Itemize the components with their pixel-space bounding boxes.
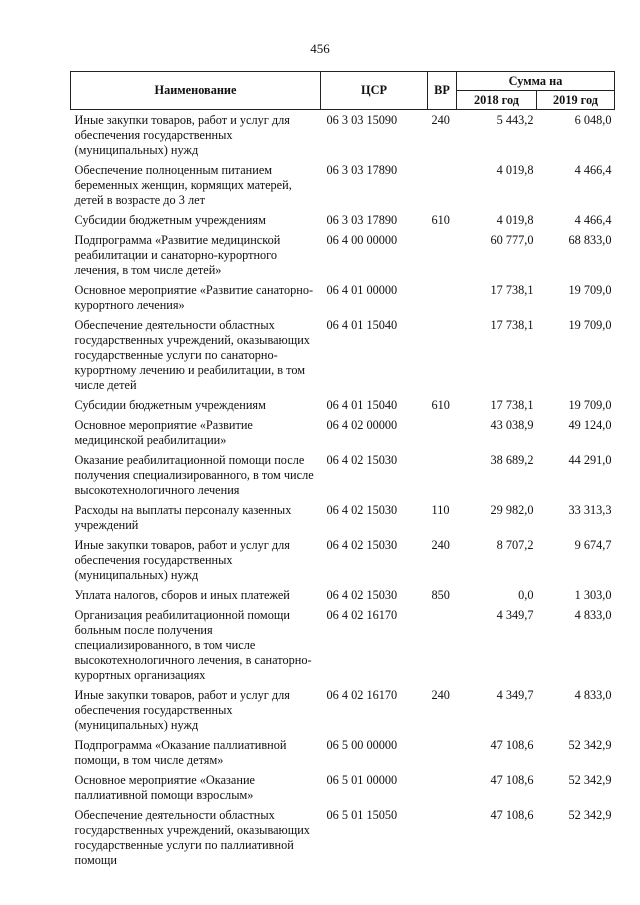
cell-sum-2018: 4 019,8: [496, 163, 534, 177]
cell-sum-2019: 44 291,0: [568, 453, 612, 467]
cell-vr: 610: [431, 398, 450, 412]
cell-name: Субсидии бюджетным учреждениям: [74, 398, 266, 412]
cell-csr: 06 5 01 15050: [326, 808, 398, 822]
cell-sum-2019: 4 833,0: [574, 608, 612, 622]
cell-sum-2018: 5 443,2: [496, 113, 534, 127]
cell-sum-2018: 17 738,1: [490, 283, 534, 297]
table-row: [71, 393, 615, 413]
cell-sum-2018: 47 108,6: [490, 738, 534, 752]
cell-name: Подпрограмма «Развитие медицинской реабилитации и санаторно-курортного лечения, в том числе детей»: [74, 233, 281, 277]
page-number: 456: [310, 41, 330, 56]
cell-sum-2018: 4 349,7: [496, 688, 534, 702]
cell-name: Субсидии бюджетным учреждениям: [74, 213, 266, 227]
cell-vr: 610: [431, 213, 450, 227]
table-row: [71, 733, 615, 768]
cell-sum-2018: 0,0: [518, 588, 534, 602]
cell-vr: [428, 158, 457, 208]
table-row: [71, 208, 615, 228]
cell-csr: 06 4 01 00000: [326, 283, 398, 297]
cell-csr: 06 3 03 17890: [326, 213, 398, 227]
cell-sum-2019: 6 048,0: [574, 113, 612, 127]
cell-sum-2018: 4 019,8: [496, 213, 534, 227]
cell-vr: [428, 278, 457, 313]
cell-vr: [428, 603, 457, 683]
cell-sum-2019: 19 709,0: [568, 318, 612, 332]
header-year-2018: 2018 год: [457, 91, 537, 110]
cell-csr: 06 4 02 15030: [326, 538, 398, 552]
cell-sum-2019: 9 674,7: [574, 538, 612, 552]
cell-vr: 240: [431, 538, 450, 552]
table-row: [71, 110, 615, 159]
cell-sum-2018: 60 777,0: [490, 233, 534, 247]
cell-sum-2018: 47 108,6: [490, 773, 534, 787]
cell-name: Организация реабилитационной помощи больным после получения специализированного, в том числе высокотехнологичного лечения, в санаторно-курортных организациях: [74, 608, 312, 682]
table-body: [71, 110, 615, 869]
cell-csr: 06 4 00 00000: [326, 233, 398, 247]
cell-sum-2019: 4 833,0: [574, 688, 612, 702]
cell-vr: [428, 413, 457, 448]
cell-name: Оказание реабилитационной помощи после получения специализированного, в том числе высокотехнологичного лечения: [74, 453, 314, 497]
cell-vr: [428, 733, 457, 768]
cell-vr: [428, 313, 457, 393]
header-csr: ЦСР: [321, 72, 428, 110]
cell-name: Иные закупки товаров, работ и услуг для обеспечения государственных (муниципальных) нужд: [74, 688, 290, 732]
cell-sum-2019: 19 709,0: [568, 283, 612, 297]
cell-csr: 06 5 00 00000: [326, 738, 398, 752]
header-year-2019: 2019 год: [537, 91, 615, 110]
cell-vr: [428, 448, 457, 498]
cell-sum-2018: 43 038,9: [490, 418, 534, 432]
cell-name: Подпрограмма «Оказание паллиативной помощи, в том числе детям»: [74, 738, 287, 767]
cell-csr: 06 3 03 17890: [326, 163, 398, 177]
cell-csr: 06 4 01 15040: [326, 398, 398, 412]
cell-sum-2018: 29 982,0: [490, 503, 534, 517]
cell-csr: 06 3 03 15090: [326, 113, 398, 127]
cell-csr: 06 4 02 16170: [326, 608, 398, 622]
cell-name: Обеспечение деятельности областных государственных учреждений, оказывающих государственные услуги по паллиативной помощи: [74, 808, 310, 867]
cell-sum-2019: 68 833,0: [568, 233, 612, 247]
table-row: [71, 583, 615, 603]
table-row: [71, 448, 615, 498]
header-sum: Сумма на: [457, 72, 615, 91]
cell-vr: 240: [431, 113, 450, 127]
cell-sum-2018: 38 689,2: [490, 453, 534, 467]
cell-sum-2019: 52 342,9: [568, 738, 612, 752]
cell-name: Иные закупки товаров, работ и услуг для обеспечения государственных (муниципальных) нужд: [74, 113, 290, 157]
cell-sum-2018: 4 349,7: [496, 608, 534, 622]
cell-csr: 06 5 01 00000: [326, 773, 398, 787]
table-row: [71, 413, 615, 448]
cell-sum-2018: 17 738,1: [490, 398, 534, 412]
cell-csr: 06 4 02 15030: [326, 503, 398, 517]
table-row: [71, 768, 615, 803]
cell-csr: 06 4 02 15030: [326, 588, 398, 602]
cell-sum-2019: 49 124,0: [568, 418, 612, 432]
table-row: [71, 313, 615, 393]
cell-sum-2019: 19 709,0: [568, 398, 612, 412]
table-header: [71, 72, 615, 110]
cell-csr: 06 4 02 15030: [326, 453, 398, 467]
table-row: [71, 158, 615, 208]
cell-name: Иные закупки товаров, работ и услуг для обеспечения государственных (муниципальных) нужд: [74, 538, 290, 582]
cell-name: Обеспечение деятельности областных государственных учреждений, оказывающих государственные услуги по санаторно-курортному лечению и реабилитации, в том числе детей: [74, 318, 310, 392]
table-row: [71, 278, 615, 313]
cell-csr: 06 4 02 00000: [326, 418, 398, 432]
cell-sum-2019: 52 342,9: [568, 808, 612, 822]
table-row: [71, 603, 615, 683]
cell-vr: [428, 228, 457, 278]
cell-sum-2018: 17 738,1: [490, 318, 534, 332]
cell-sum-2019: 52 342,9: [568, 773, 612, 787]
table-row: [71, 683, 615, 733]
cell-name: Основное мероприятие «Развитие санаторно-курортного лечения»: [74, 283, 314, 312]
cell-name: Обеспечение полноценным питанием беременных женщин, кормящих матерей, детей в возрасте до 3 лет: [74, 163, 292, 207]
cell-csr: 06 4 02 16170: [326, 688, 398, 702]
cell-vr: 850: [431, 588, 450, 602]
cell-vr: 110: [431, 503, 450, 517]
cell-vr: 240: [431, 688, 450, 702]
header-name: Наименование: [71, 72, 321, 110]
header-vr: ВР: [428, 72, 457, 110]
cell-name: Основное мероприятие «Развитие медицинской реабилитации»: [74, 418, 253, 447]
cell-sum-2019: 4 466,4: [574, 163, 612, 177]
table-row: [71, 803, 615, 868]
cell-sum-2018: 47 108,6: [490, 808, 534, 822]
cell-sum-2018: 8 707,2: [496, 538, 534, 552]
cell-csr: 06 4 01 15040: [326, 318, 398, 332]
cell-name: Уплата налогов, сборов и иных платежей: [74, 588, 290, 602]
cell-vr: [428, 803, 457, 868]
cell-sum-2019: 33 313,3: [568, 503, 612, 517]
table-row: [71, 228, 615, 278]
table-row: [71, 533, 615, 583]
table-row: [71, 498, 615, 533]
cell-sum-2019: 1 303,0: [574, 588, 612, 602]
cell-sum-2019: 4 466,4: [574, 213, 612, 227]
budget-table: [70, 71, 615, 868]
cell-vr: [428, 768, 457, 803]
cell-name: Расходы на выплаты персоналу казенных учреждений: [74, 503, 292, 532]
cell-name: Основное мероприятие «Оказание паллиативной помощи взрослым»: [74, 773, 255, 802]
